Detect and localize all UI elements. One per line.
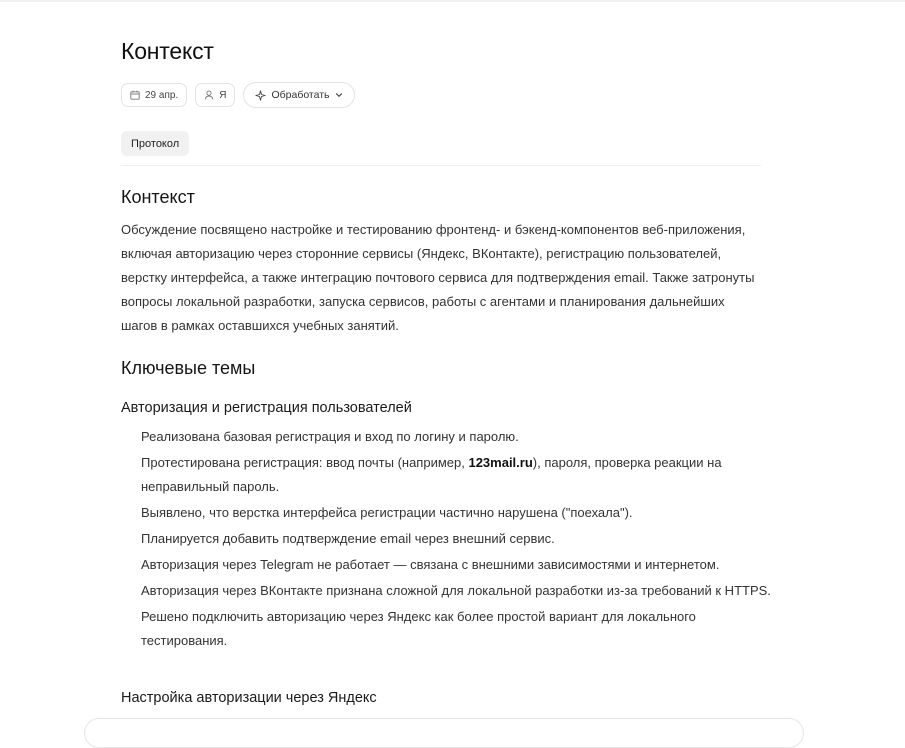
key-topics-heading: Ключевые темы xyxy=(121,358,256,378)
list-item: Авторизация через Telegram не работает — связана с внешними зависимостями и интернетом. xyxy=(141,557,720,572)
protocol-tag[interactable]: Протокол xyxy=(121,131,189,156)
context-paragraph: Обсуждение посвящено настройке и тестированию фронтенд- и бэкенд-компонентов веб-приложения, включая авторизацию через сторонние сервисы (Яндекс, ВКонтакте), регистрацию пользователей, верстку интерфейса, а также интеграцию почтового сервиса для подтверждения email. Также затронуты вопросы локальной разработки, запуска сервисов, работы с агентами и планирования дальнейших шагов в рамках оставшихся учебных занятий. xyxy=(121,222,755,333)
chevron-down-icon xyxy=(335,91,343,99)
calendar-icon xyxy=(130,90,140,100)
list-item: Выявлено, что верстка интерфейса регистрации частично нарушена ("поехала"). xyxy=(141,505,633,520)
top-border xyxy=(0,0,905,2)
list-item-text: ), пароля, проверка реакции на неправильный пароль. xyxy=(141,455,722,494)
topic-auth-list xyxy=(141,425,771,655)
process-button[interactable] xyxy=(243,82,354,108)
divider xyxy=(121,165,761,166)
list-item-text: Протестирована регистрация: ввод почты (например, xyxy=(141,455,469,470)
person-icon xyxy=(204,90,214,100)
list-item-bold: 123mail.ru xyxy=(468,455,533,470)
author-label: Я xyxy=(219,89,227,101)
topic-heading-yandex: Настройка авторизации через Яндекс xyxy=(121,690,377,706)
topic-heading-auth: Авторизация и регистрация пользователей xyxy=(121,400,412,416)
bottom-input-bar[interactable] xyxy=(84,718,804,748)
context-heading: Контекст xyxy=(121,187,195,207)
list-item: Решено подключить авторизацию через Яндекс как более простой вариант для локального тестирования. xyxy=(141,609,696,648)
date-label: 29 апр. xyxy=(145,89,179,101)
sparkle-icon xyxy=(255,90,266,101)
list-item: Планируется добавить подтверждение email через внешний сервис. xyxy=(141,531,555,546)
list-item xyxy=(141,451,771,499)
process-label: Обработать xyxy=(271,89,330,101)
date-chip[interactable] xyxy=(121,83,187,107)
list-item: Авторизация через ВКонтакте признана сложной для локальной разработки из-за требований к HTTPS. xyxy=(141,583,771,598)
tag-row xyxy=(121,131,189,156)
list-item: Реализована базовая регистрация и вход по логину и паролю. xyxy=(141,429,519,444)
author-chip[interactable] xyxy=(195,83,235,107)
meta-row xyxy=(121,82,355,108)
page-title: Контекст xyxy=(121,38,214,64)
